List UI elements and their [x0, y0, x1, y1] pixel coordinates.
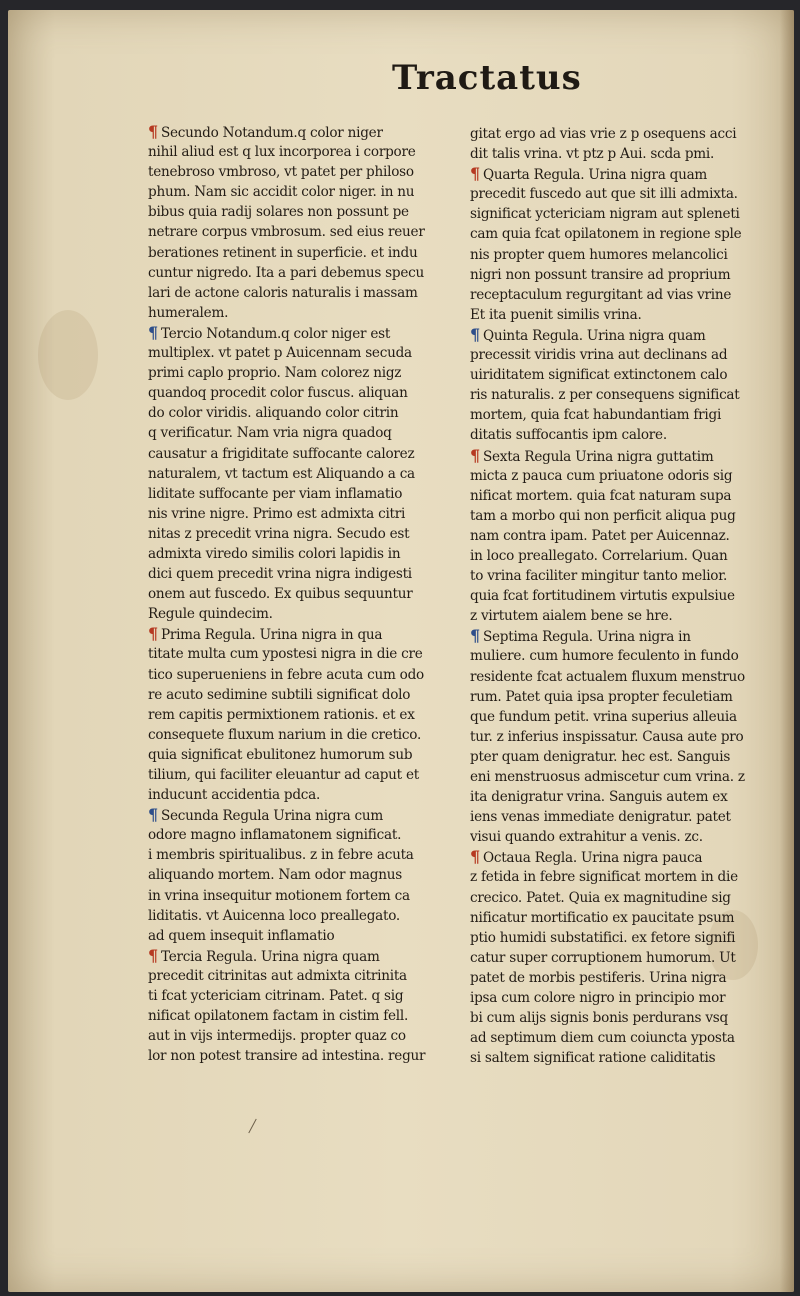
text-line [148, 644, 460, 664]
text-line [148, 363, 460, 383]
text-line [148, 423, 460, 443]
line-text: to vrina faciliter mingitur tanto melior. [470, 568, 728, 585]
line-text: cuntur nigredo. Ita a pari debemus specu [148, 264, 424, 281]
text-line [148, 283, 460, 303]
line-text: receptaculum regurgitant ad vias vrine [470, 286, 732, 303]
rubricated-pilcrow-icon: ¶ [470, 324, 480, 344]
text-line [148, 1026, 460, 1046]
line-text: re acuto sedimine subtili significat dolo [148, 686, 411, 703]
text-line [148, 464, 460, 484]
text-line [470, 626, 766, 646]
paragraph [470, 325, 766, 446]
rubricated-pilcrow-icon: ¶ [148, 805, 158, 825]
running-head-title: Tractatus [392, 58, 582, 98]
line-text: ad quem insequit inflamatio [148, 927, 335, 944]
text-line [148, 122, 460, 142]
text-line [470, 747, 766, 767]
paragraph [148, 946, 460, 1067]
text-line [470, 968, 766, 988]
line-text: visui quando extrahitur a venis. zc. [470, 829, 703, 846]
text-line [470, 546, 766, 566]
paragraph [148, 624, 460, 805]
text-line [470, 446, 766, 466]
line-text: nihil aliud est q lux incorporea i corpore [148, 144, 416, 161]
line-text: lari de actone caloris naturalis i massam [148, 284, 418, 301]
line-text: Regule quindecim. [148, 606, 273, 623]
text-line [470, 486, 766, 506]
line-text: gitat ergo ad vias vrie z p osequens acci [470, 126, 737, 142]
text-line [470, 385, 766, 405]
paragraph [148, 323, 460, 624]
text-line [148, 1046, 460, 1066]
line-text: nificat opilatonem factam in cistim fell. [148, 1008, 409, 1025]
line-text: Secunda Regula Urina nigra cum [160, 808, 384, 825]
line-text: precessit viridis vrina aut declinans ad [470, 347, 728, 364]
text-line [470, 1028, 766, 1048]
rubricated-pilcrow-icon: ¶ [148, 624, 158, 644]
text-line [148, 865, 460, 885]
text-line [470, 727, 766, 747]
text-line [148, 162, 460, 182]
line-text: phum. Nam sic accidit color niger. in nu [148, 184, 415, 201]
line-text: lor non potest transire ad intestina. regur [148, 1048, 426, 1065]
text-line [148, 845, 460, 865]
text-line [470, 184, 766, 204]
line-text: crecico. Patet. Quia ex magnitudine sig [470, 889, 731, 906]
line-text: causatur a frigiditate suffocante calorez [148, 445, 415, 462]
line-text: primi caplo proprio. Nam colorez nigz [148, 365, 402, 382]
text-line [148, 383, 460, 403]
line-text: naturalem, vt tactum est Aliquando a ca [148, 465, 415, 482]
line-text: tam a morbo qui non perficit aliqua pug [470, 507, 736, 524]
line-text: admixta viredo similis colori lapidis in [148, 545, 401, 562]
line-text: Prima Regula. Urina nigra in qua [160, 627, 383, 644]
line-text: significat yctericiam nigram aut spleneti [470, 206, 740, 223]
line-text: dici quem precedit vrina nigra indigesti [148, 566, 412, 583]
line-text: ipsa cum colore nigro in principio mor [470, 990, 726, 1007]
text-line [148, 1006, 460, 1026]
line-text: Octaua Regla. Urina nigra pauca [482, 850, 703, 867]
text-line [470, 767, 766, 787]
text-line [470, 466, 766, 486]
line-text: ptio humidi substatifici. ex fetore signifi [470, 929, 736, 946]
line-text: residente fcat actualem fluxum menstruo [470, 668, 745, 685]
text-line [470, 787, 766, 807]
line-text: aut in vijs intermedijs. propter quaz co [148, 1028, 406, 1045]
text-line [470, 606, 766, 626]
left-text-column [148, 122, 460, 1066]
rubricated-pilcrow-icon: ¶ [470, 626, 480, 646]
line-text: quia fcat fortitudinem virtutis expulsiue [470, 588, 735, 605]
text-line [470, 365, 766, 385]
text-line [470, 1048, 766, 1068]
text-line [148, 564, 460, 584]
paragraph [470, 124, 766, 164]
text-line [470, 566, 766, 586]
text-line [148, 263, 460, 283]
text-line [148, 504, 460, 524]
line-text: z fetida in febre significat mortem in die [470, 869, 738, 886]
text-line [148, 182, 460, 202]
text-line [470, 425, 766, 445]
line-text: nificatur mortificatio ex paucitate psum [470, 909, 735, 926]
text-line [148, 202, 460, 222]
rubricated-pilcrow-icon: ¶ [148, 945, 158, 965]
text-line [148, 303, 460, 323]
text-line [148, 323, 460, 343]
text-line [148, 544, 460, 564]
text-line [470, 667, 766, 687]
line-text: Tercia Regula. Urina nigra quam [160, 948, 380, 965]
paragraph [470, 847, 766, 1068]
line-text: tilium, qui faciliter eleuantur ad caput et [148, 767, 419, 783]
line-text: q verificatur. Nam vria nigra quadoq [148, 425, 392, 442]
text-line [148, 986, 460, 1006]
text-line [470, 224, 766, 244]
line-text: Septima Regula. Urina nigra in [482, 629, 691, 646]
line-text: netrare corpus vmbrosum. sed eius reuer [148, 224, 425, 241]
line-text: iens venas immediate denigratur. patet [470, 809, 731, 826]
text-line [148, 825, 460, 845]
text-line [470, 928, 766, 948]
line-text: ita denigratur vrina. Sanguis autem ex [470, 789, 728, 806]
text-line [470, 164, 766, 184]
line-text: nigri non possunt transire ad proprium [470, 266, 731, 283]
text-line [470, 526, 766, 546]
line-text: consequete fluxum narium in die cretico. [148, 726, 422, 743]
line-text: Et ita puenit similis vrina. [470, 306, 642, 323]
text-line [470, 847, 766, 867]
text-line [148, 685, 460, 705]
text-line [148, 725, 460, 745]
text-line [148, 906, 460, 926]
text-line [148, 604, 460, 624]
text-line [148, 243, 460, 263]
line-text: si saltem significat ratione caliditatis [470, 1050, 716, 1067]
text-line [148, 403, 460, 423]
text-line [470, 506, 766, 526]
text-line [148, 665, 460, 685]
text-line [470, 405, 766, 425]
text-line [470, 285, 766, 305]
line-text: multiplex. vt patet p Auicennam secuda [148, 345, 412, 362]
line-text: rum. Patet quia ipsa propter feculetiam [470, 688, 733, 705]
text-line [148, 765, 460, 785]
text-line [148, 805, 460, 825]
text-line [470, 646, 766, 666]
text-line [470, 325, 766, 345]
line-text: nam contra ipam. Patet per Auicennaz. [470, 527, 730, 544]
text-line [470, 988, 766, 1008]
line-text: ris naturalis. z per consequens significat [470, 387, 740, 404]
line-text: Secundo Notandum.q color niger [160, 125, 383, 141]
text-line [470, 1008, 766, 1028]
line-text: micta z pauca cum priuatone odoris sig [470, 467, 733, 484]
line-text: in vrina insequitur motionem fortem ca [148, 887, 410, 904]
line-text: cam quia fcat opilatonem in regione sple [470, 226, 742, 243]
rubricated-pilcrow-icon: ¶ [148, 322, 158, 342]
line-text: do color viridis. aliquando color citrin [148, 405, 399, 422]
line-text: in loco preallegato. Correlarium. Quan [470, 547, 728, 564]
text-line [148, 444, 460, 464]
text-line [148, 142, 460, 162]
line-text: patet de morbis pestiferis. Urina nigra [470, 969, 727, 986]
line-text: Tercio Notandum.q color niger est [160, 325, 391, 342]
line-text: bi cum alijs signis bonis perdurans vsq [470, 1010, 728, 1027]
text-line [470, 867, 766, 887]
text-line [148, 705, 460, 725]
rubricated-pilcrow-icon: ¶ [470, 847, 480, 867]
line-text: liditatis. vt Auicenna loco preallegato. [148, 907, 400, 924]
text-line [148, 886, 460, 906]
text-line [470, 144, 766, 164]
paper-stain [38, 310, 98, 400]
line-text: que fundum petit. vrina superius alleuia [470, 708, 737, 725]
right-text-column [470, 124, 766, 1068]
line-text: inducunt accidentia pdca. [148, 787, 321, 804]
line-text: aliquando mortem. Nam odor magnus [148, 867, 402, 884]
line-text: liditate suffocante per viam inflamatio [148, 485, 403, 502]
text-line [470, 948, 766, 968]
line-text: ti fcat yctericiam citrinam. Patet. q sig [148, 988, 404, 1005]
text-line [148, 343, 460, 363]
paragraph [148, 805, 460, 946]
line-text: quia significat ebulitonez humorum sub [148, 746, 413, 763]
text-line [470, 305, 766, 325]
line-text: titate multa cum ypostesi nigra in die cre [148, 646, 423, 663]
text-line [470, 687, 766, 707]
text-line [148, 624, 460, 644]
line-text: i membris spiritualibus. z in febre acuta [148, 847, 414, 864]
line-text: catur super corruptionem humorum. Ut [470, 949, 736, 966]
text-line [470, 204, 766, 224]
line-text: tico superueniens in febre acuta cum odo [148, 666, 424, 683]
text-line [148, 222, 460, 242]
text-line [470, 807, 766, 827]
rubricated-pilcrow-icon: ¶ [470, 445, 480, 465]
text-line [470, 888, 766, 908]
text-line [148, 785, 460, 805]
line-text: humeralem. [148, 304, 229, 321]
line-text: nitas z precedit vrina nigra. Secudo est [148, 525, 410, 542]
line-text: nificat mortem. quia fcat naturam supa [470, 487, 732, 504]
text-line [470, 908, 766, 928]
text-line [148, 745, 460, 765]
text-line [470, 827, 766, 847]
line-text: nis vrine nigre. Primo est admixta citri [148, 505, 406, 522]
line-text: Quarta Regula. Urina nigra quam [482, 167, 708, 184]
line-text: Sexta Regula Urina nigra guttatim [482, 448, 714, 465]
line-text: pter quam denigratur. hec est. Sanguis [470, 748, 731, 765]
line-text: tur. z inferius inspissatur. Causa aute pro [470, 728, 744, 745]
text-line [148, 966, 460, 986]
line-text: precedit fuscedo aut que sit illi admixta. [470, 186, 738, 203]
line-text: eni menstruosus admiscetur cum vrina. z [470, 769, 745, 785]
line-text: ditatis suffocantis ipm calore. [470, 427, 667, 444]
rubricated-pilcrow-icon: ¶ [148, 122, 158, 141]
line-text: precedit citrinitas aut admixta citrinita [148, 967, 407, 984]
line-text: berationes retinent in superficie. et indu [148, 244, 418, 261]
text-line [470, 586, 766, 606]
line-text: muliere. cum humore feculento in fundo [470, 648, 739, 665]
text-line [470, 245, 766, 265]
text-line [148, 584, 460, 604]
paragraph [470, 446, 766, 627]
paragraph [470, 626, 766, 847]
rubricated-pilcrow-icon: ¶ [470, 164, 480, 184]
line-text: dit talis vrina. vt ptz p Aui. scda pmi. [470, 146, 715, 163]
text-line [148, 484, 460, 504]
text-line [470, 345, 766, 365]
paragraph [148, 122, 460, 323]
line-text: onem aut fuscedo. Ex quibus sequuntur [148, 586, 413, 603]
line-text: rem capitis permixtionem rationis. et ex [148, 706, 415, 723]
line-text: mortem, quia fcat habundantiam frigi [470, 407, 722, 424]
line-text: bibus quia radij solares non possunt pe [148, 204, 409, 221]
line-text: quandoq procedit color fuscus. aliquan [148, 385, 408, 402]
line-text: nis propter quem humores melancolici [470, 246, 728, 263]
line-text: Quinta Regula. Urina nigra quam [482, 327, 706, 344]
line-text: odore magno inflamatonem significat. [148, 827, 402, 844]
paragraph [470, 164, 766, 325]
text-line [470, 707, 766, 727]
line-text: z virtutem aialem bene se hre. [470, 608, 673, 625]
line-text: tenebroso vmbroso, vt patet per philoso [148, 164, 414, 181]
text-line [470, 124, 766, 144]
text-line [148, 524, 460, 544]
text-line [148, 946, 460, 966]
text-line [470, 265, 766, 285]
text-line [148, 926, 460, 946]
line-text: uiriditatem significat extinctonem calo [470, 367, 728, 384]
line-text: ad septimum diem cum coiuncta yposta [470, 1030, 735, 1047]
